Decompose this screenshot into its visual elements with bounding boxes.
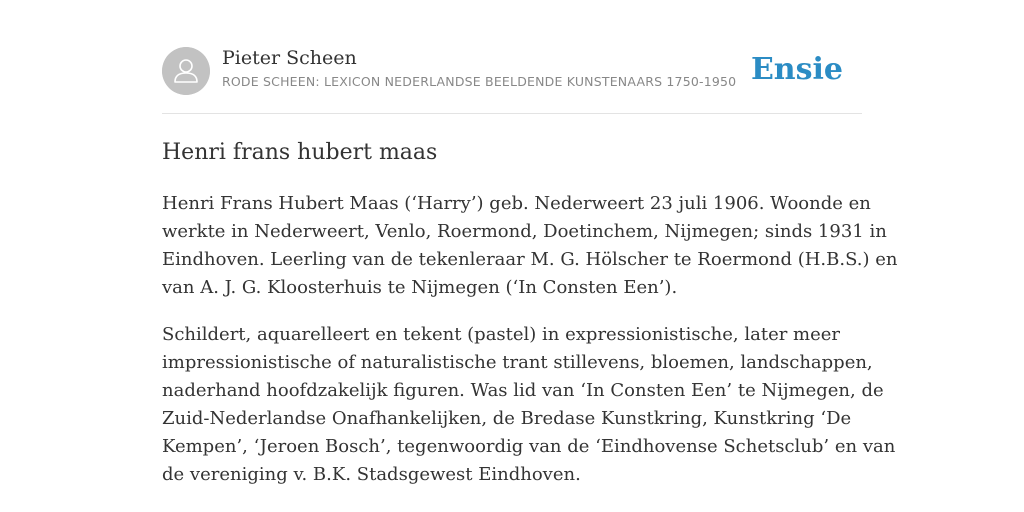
- author-name[interactable]: Pieter Scheen: [222, 47, 357, 69]
- text-line: naderhand hoofdzakelijk figuren. Was lid van ‘In Consten Een’ te Nijmegen, de: [162, 380, 884, 401]
- text-line: de vereniging v. B.K. Stadsgewest Eindhoven.: [162, 464, 581, 485]
- text-line: Eindhoven. Leerling van de tekenleraar M. G. Hölscher te Roermond (H.B.S.) en: [162, 249, 898, 270]
- article-title: Henri frans hubert maas: [162, 140, 438, 165]
- article-header: [162, 46, 862, 96]
- avatar-graphic: [162, 47, 210, 95]
- text-line: werkte in Nederweert, Venlo, Roermond, Doetinchem, Nijmegen; sinds 1931 in: [162, 221, 887, 242]
- paragraph-2: [162, 321, 896, 489]
- source-publication[interactable]: RODE SCHEEN: LEXICON NEDERLANDSE BEELDENDE KUNSTENAARS 1750-1950: [222, 74, 737, 89]
- text-line: van A. J. G. Kloosterhuis te Nijmegen (‘In Consten Een’).: [162, 277, 678, 298]
- header-divider: [162, 113, 862, 114]
- text-line: Schildert, aquarelleert en tekent (pastel) in expressionistische, later meer: [162, 324, 841, 345]
- paragraph-1: [162, 190, 898, 302]
- text-line: Kempen’, ‘Jeroen Bosch’, tegenwoordig van de ‘Eindhovense Schetsclub’ en van: [162, 436, 896, 457]
- article-body: [162, 190, 898, 489]
- text-line: Henri Frans Hubert Maas (‘Harry’) geb. Nederweert 23 juli 1906. Woonde en: [162, 193, 871, 214]
- user-silhouette-icon[interactable]: [162, 47, 210, 95]
- ensie-logo[interactable]: Ensie: [750, 52, 843, 87]
- text-line: Zuid-Nederlandse Onafhankelijken, de Bredase Kunstkring, Kunstkring ‘De: [162, 408, 852, 429]
- text-line: impressionistische of naturalistische trant stillevens, bloemen, landschappen,: [162, 352, 873, 373]
